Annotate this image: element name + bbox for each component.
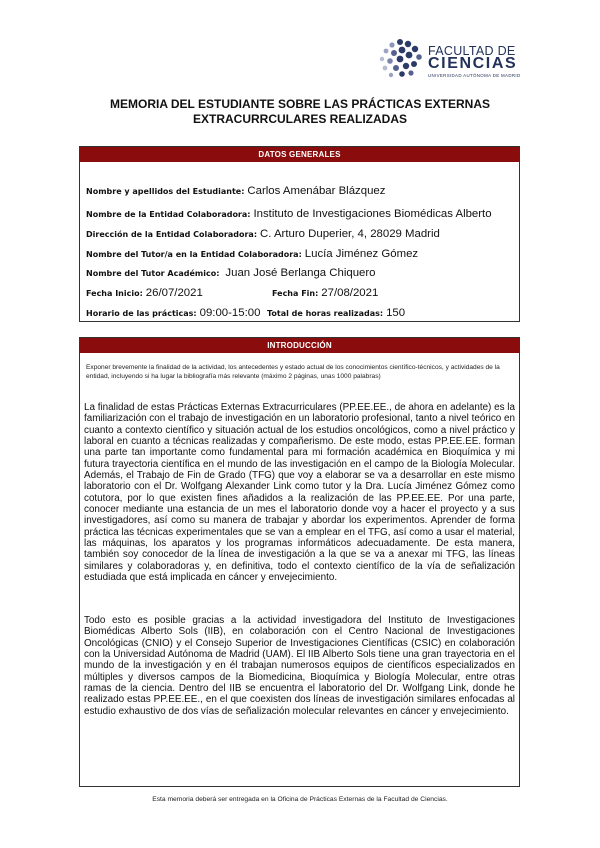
introduccion-section: [79, 337, 520, 787]
entity-address-row: [86, 224, 440, 242]
total-hours-label: Total de horas realizadas:: [267, 309, 384, 318]
academic-tutor-row: [86, 263, 376, 281]
introduccion-paragraph-1: La finalidad de estas Prácticas Externas Extracurriculares (PP.EE.EE., de ahora en adelante) es la familiarización con el trabajo de investigación en un laboratorio profesional, tanto a nivel teórico en cuanto a contexto científico y situación actual de los estudios oncológicos, como a nivel práctico y laboral en cuanto a técnicas realizadas y compañerismo. De este modo, estas PP.EE.EE. forman una parte tan importante como fundamental para mi formación académica en Bioquímica y mi futura trayectoria científica en el mundo de las investigación en el campo de la Biología Molecular. Además, el Trabajo de Fin de Grado (TFG) que voy a elaborar se va a desarrollar en este mismo laboratorio con el Dr. Wolfgang Alexander Link como tutor y la Dra. Lucía Jiménez Gómez como cotutora, por lo que existen fines añadidos a la realización de las PP.EE.EE. Por una parte, conocer mediante una estancia de un mes el laboratorio donde voy a hacer el proyecto y a sus investigadores, así como su manera de trabajar y abordar los experimentos. Aprender de forma práctica las técnicas experimentales que se van a emplear en el TFG, así como a usar el material, las máquinas, los aparatos y los programas informáticos adecuadamente. De esta manera, también soy conocedor de la línea de investigación a la que se va a anexar mi TFG, las líneas similares y colaboradoras y, en definitiva, todo el contexto científico de la vía de señalización estudiada que está implicada en cáncer y envejecimiento.: [84, 402, 515, 584]
introduccion-paragraph-2: Todo esto es posible gracias a la actividad investigadora del Instituto de Investigaciones Biomédicas Alberto Sols (IIB), en colaboración con el Centro Nacional de Investigaciones Oncológicas (CNIO) y el Consejo Superior de Investigaciones Científicas (CSIC) en colaboración con la Universidad Autónoma de Madrid (UAM). El IIB Alberto Sols tiene una gran trayectoria en el mundo de la investigación y en él trabajan numerosos equipos de científicos especializados en múltiples y diversos campos de la Biomedicina, Bioquímica y Biología Molecular, entre otras ramas de la ciencia. Dentro del IIB se encuentra el laboratorio del Dr. Wolfgang Link, donde he realizado estas PP.EE.EE., en el que coexisten dos líneas de investigación similares enfocadas al estudio exhaustivo de dos vías de señalización molecular relevantes en cáncer y envejecimiento.: [84, 615, 515, 717]
start-date-value: 26/07/2021: [145, 287, 203, 299]
academic-tutor-value: Juan José Berlanga Chiquero: [225, 267, 376, 279]
total-hours-row: [267, 303, 405, 321]
entity-tutor-label: Nombre del Tutor/a en la Entidad Colaboradora:: [86, 250, 302, 259]
faculty-logo: [378, 38, 521, 80]
introduccion-header: INTRODUCCIÓN: [80, 338, 519, 353]
end-date-value: 27/08/2021: [321, 287, 379, 299]
schedule-label: Horario de las prácticas:: [86, 309, 197, 318]
start-date-row: [86, 283, 203, 301]
document-title-line1: MEMORIA DEL ESTUDIANTE SOBRE LAS PRÁCTICAS EXTERNAS: [109, 97, 491, 111]
entity-name-row: [86, 204, 492, 222]
end-date-label: Fecha Fin:: [272, 289, 319, 298]
entity-address-label: Dirección de la Entidad Colaboradora:: [86, 230, 258, 239]
entity-tutor-row: [86, 244, 418, 262]
schedule-value: 09:00-15:00: [199, 307, 261, 319]
entity-address-value: C. Arturo Duperier, 4, 28029 Madrid: [260, 228, 440, 240]
logo-text-university: UNIVERSIDAD AUTÓNOMA DE MADRID: [428, 73, 521, 78]
footer-note: Esta memoria deberá ser entregada en la Oficina de Prácticas Externas de la Facultad de Ciencias.: [152, 796, 448, 803]
academic-tutor-label: Nombre del Tutor Académico:: [86, 269, 220, 278]
document-title: [80, 97, 520, 127]
student-name-label: Nombre y apellidos del Estudiante:: [86, 187, 245, 196]
student-name-value: Carlos Amenábar Blázquez: [247, 185, 386, 197]
entity-name-value: Instituto de Investigaciones Biomédicas Alberto: [253, 208, 492, 220]
datos-generales-header: DATOS GENERALES: [80, 147, 519, 162]
total-hours-value: 150: [386, 307, 406, 319]
document-title-line2: EXTRACURRCULARES REALIZADAS: [192, 112, 407, 126]
logo-text-faculty: FACULTAD DE: [428, 44, 516, 58]
student-name-row: [86, 181, 385, 199]
entity-tutor-value: Lucía Jiménez Gómez: [304, 248, 419, 260]
start-date-label: Fecha Inicio:: [86, 289, 143, 298]
end-date-row: [272, 283, 378, 301]
schedule-row: [86, 303, 260, 321]
datos-generales-section: [79, 146, 520, 322]
logo-text-ciencias: CIENCIAS: [428, 55, 518, 72]
introduccion-instructions: Exponer brevemente la finalidad de la actividad, los antecedentes y estado actual de los conocimientos científico-técnicos, y actividades de la entidad, incluyendo si ha lugar la bibliografía más relevante (máximo 2 páginas, unas 1000 palabras): [86, 364, 500, 380]
faculty-emblem-icon: [378, 38, 424, 80]
entity-name-label: Nombre de la Entidad Colaboradora:: [86, 210, 251, 219]
